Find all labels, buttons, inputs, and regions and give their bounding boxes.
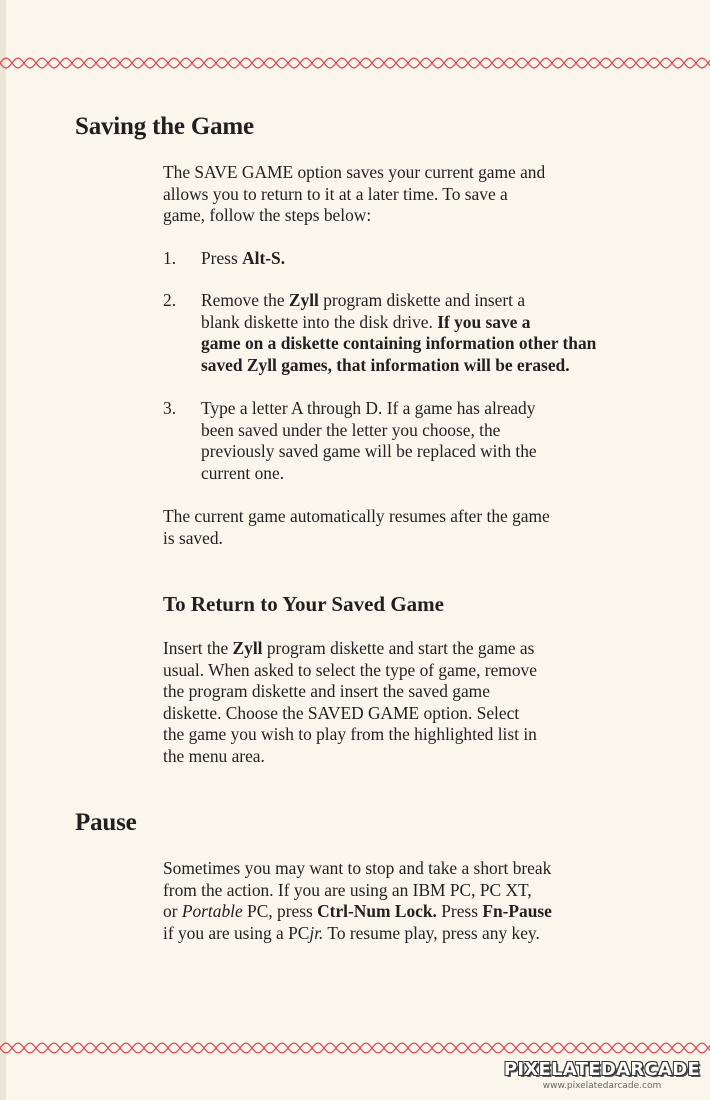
key-alt-s: Alt-S. [242,248,286,268]
page-edge [0,0,6,1100]
bottom-border-rope [0,1040,710,1056]
top-border-rope [0,55,710,71]
pause-body: Sometimes you may want to stop and take a short break from the action. If you are using an IBM PC, PC XT, or Portable PC, press Ctrl-Num Lock. Press Fn-Pause if you are using a PCjr. To resume play, press any key. [163,858,552,943]
step-number: 1. [163,248,177,268]
return-body: Insert the Zyll program diskette and start the game as usual. When asked to select the type of game, remove the program diskette and insert the saved game diskette. Choose the SAVED GAME option. Select the game you wish to play from the highlighted list in the menu area. [163,638,537,766]
step-number: 2. [163,290,177,310]
warning-text: game on a diskette containing information other than [201,333,597,353]
key-ctrl-num-lock: Ctrl-Num Lock. [317,901,437,921]
watermark-title: PIXELATEDARCADE [503,1059,701,1080]
key-fn-pause: Fn-Pause [482,901,552,921]
saving-heading: Saving the Game [75,113,254,140]
step-number: 3. [163,398,177,418]
watermark-url: www.pixelatedarcade.com [542,1081,662,1091]
watermark [498,1059,706,1100]
return-heading: To Return to Your Saved Game [163,592,444,616]
saving-closing: The current game automatically resumes after the game is saved. [163,506,550,548]
pause-heading: Pause [75,809,137,836]
saving-intro: The SAVE GAME option saves your current game and allows you to return to it at a later time. To save a game, follow the steps below: [163,162,546,225]
